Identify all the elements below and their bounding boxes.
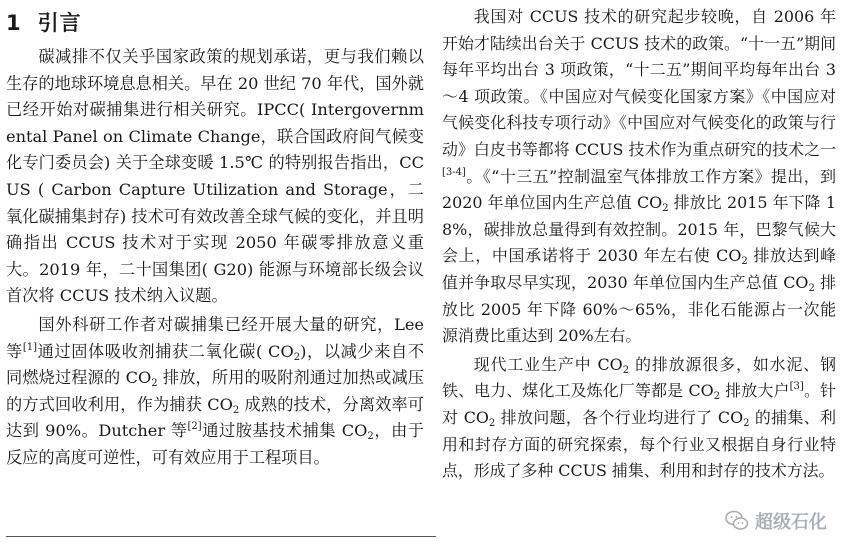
subscript: 2 <box>293 351 301 363</box>
left-column <box>6 0 424 472</box>
paragraph-text: 排放问题，各个行业均进行了 CO <box>495 407 744 427</box>
paragraph-text: ，由于反应的高度可逆性，可有效应用于工程项目。 <box>6 421 424 467</box>
paragraph <box>442 352 836 485</box>
paragraph-text: 的捕集、利用和封存方面的研究探索，每个行业又根据自身行业特点，形成了多种 CCUS 捕集、利用和封存的技术方法。 <box>442 407 836 481</box>
citation: [2] <box>187 421 202 433</box>
paragraph <box>442 4 836 350</box>
paragraph-text: 通过胺基技术捕集 CO <box>201 421 368 441</box>
subscript: 2 <box>232 404 240 416</box>
paragraph-text: 排放，所用的吸附剂通过加热或减压的方式回收利用，作为捕获 CO <box>6 368 424 414</box>
paragraph-text: 。针对 CO <box>442 381 836 427</box>
paragraph-text: 国外科研工作者对碳捕集已经开展大量的研究，Lee 等 <box>6 314 424 361</box>
section-number: 1 <box>6 11 22 35</box>
subscript: 2 <box>741 256 748 268</box>
paragraph-text: 成熟的技术，分离效率可达到 90%。Dutcher 等 <box>6 394 424 441</box>
footnote-divider <box>6 536 436 537</box>
paragraph-text: 通过固体吸收剂捕获二氧化碳( CO <box>36 341 294 361</box>
right-column <box>442 0 836 485</box>
paragraph <box>6 44 424 310</box>
subscript: 2 <box>713 391 721 403</box>
paragraph-text: 排放比 2005 年下降 60%～65%，非化石能源占一次能源消费比重达到 20%左右。 <box>442 272 836 346</box>
subscript: 2 <box>488 417 496 429</box>
watermark-text: 超级石化 <box>755 512 827 533</box>
subscript: 2 <box>151 378 158 390</box>
subscript: 2 <box>743 417 750 429</box>
paragraph-text: 碳减排不仅关乎国家政策的规划承诺，更与我们赖以生存的地球环境息息相关。早在 20 世纪 70 年代，国外就已经开始对碳捕集进行相关研究。IPCC( Intergovernmental Panel on Climate Change，联合国政府间气候变化专门委员会) 关于全球变暖 1.5℃ 的特别报告指出，CCUS ( Carbon Capture Utilization and Storage，二氧化碳捕集封存) 技术可有效改善全球气候的变化，并且明确指出 CCUS 技术对于实现 2050 年碳零排放意义重大。2019 年，二十国集团( G20) 能源与环境部长级会议首次将 CCUS 技术纳入议题。 <box>6 47 424 306</box>
subscript: 2 <box>367 431 374 443</box>
paragraph-text: 我国对 CCUS 技术的研究起步较晚，自 2006 年开始才陆续出台关于 CCUS 技术的政策。“十一五”期间每年平均出台 3 项政策，“十二五”期间平均每年出台 3～4 项政策。《中国应对气候变化国家方案》《中国应对气候变化科技专项行动》《中国应对气候变化的政策与行动》白皮书等都将 CCUS 技术作为重点研究的技术之一 <box>442 7 836 159</box>
paragraph-text: 排放达到峰值并争取尽早实现，2030 年单位国内生产总值 CO <box>442 246 836 292</box>
paragraph-text: 排放大户 <box>720 381 790 401</box>
subscript: 2 <box>622 364 630 376</box>
watermark <box>725 508 827 534</box>
wechat-icon <box>725 510 749 532</box>
citation: [1] <box>22 341 37 353</box>
subscript: 2 <box>808 282 815 294</box>
subscript: 2 <box>662 203 669 215</box>
citation: [3-4] <box>442 166 466 178</box>
paragraph-text: 。《“十三五”控制温室气体排放工作方案》提出，到 2020 年单位国内生产总值 CO <box>442 166 836 213</box>
paragraph-text: 排放比 2015 年下降 18%，碳排放总量得到有效控制。2015 年，巴黎气候大会上，中国承诺将于 2030 年左右使 CO <box>442 193 836 266</box>
paragraph-text: 现代工业生产中 CO <box>473 354 623 374</box>
paragraph-text: )，以减少来自不同燃烧过程源的 CO <box>6 341 425 388</box>
section-heading <box>6 10 424 36</box>
citation: [3] <box>789 381 804 393</box>
section-title: 引言 <box>37 11 82 35</box>
paragraph <box>6 312 424 472</box>
paragraph-text: 的排放源很多，如水泥、钢铁、电力、煤化工及炼化厂等都是 CO <box>442 354 836 401</box>
